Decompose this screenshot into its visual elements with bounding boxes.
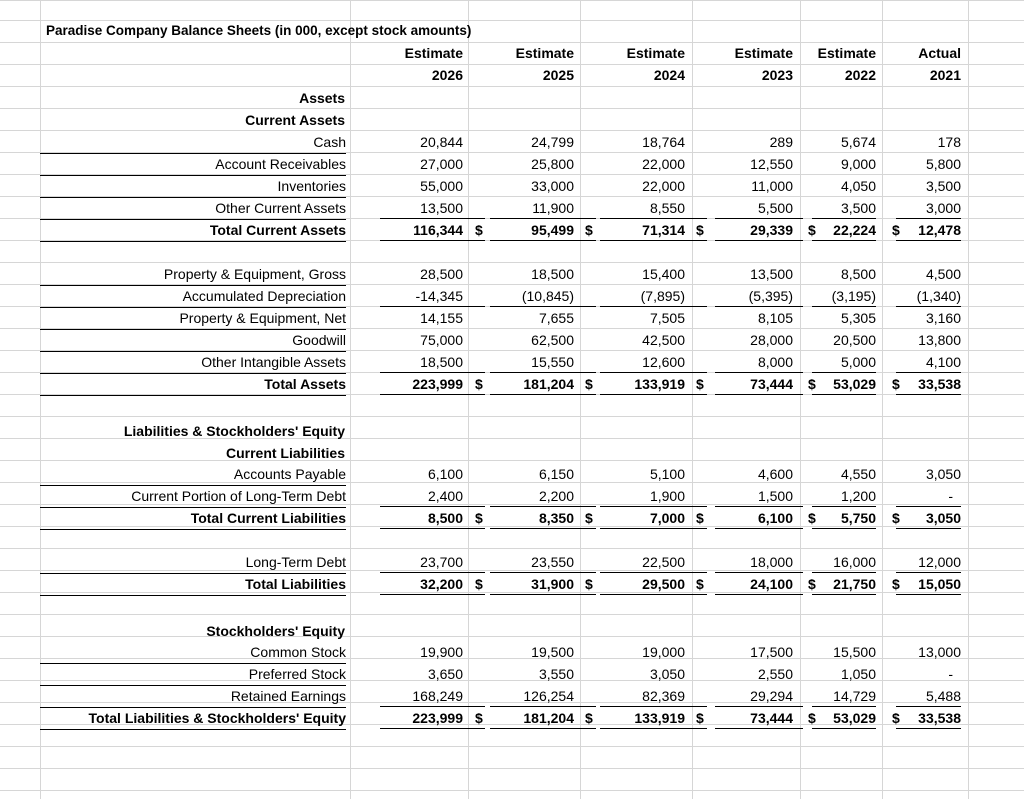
value-cell[interactable]: 18,764 [642,134,685,150]
value-cell[interactable]: 29,500 [600,573,707,595]
value-cell[interactable]: 7,505 [649,310,685,326]
value-cell[interactable]: 8,000 [715,351,803,373]
grid-row-line [0,0,1024,1]
dollar-sign: $ [475,710,483,726]
value-cell[interactable]: 133,919 [600,373,707,395]
dollar-sign: $ [696,710,704,726]
value-cell[interactable]: 3,050 [649,666,685,682]
value-cell[interactable]: 20,844 [420,134,463,150]
column-header-type[interactable]: Estimate [626,45,685,61]
value-cell[interactable]: 4,500 [925,266,961,282]
row-label[interactable]: Property & Equipment, Gross [40,263,346,286]
grid-row-line [0,548,1024,549]
dollar-sign: $ [475,510,483,526]
value-cell[interactable]: 24,799 [531,134,574,150]
value-cell[interactable]: 23,700 [380,551,485,573]
dollar-sign: $ [892,710,900,726]
value-cell[interactable]: 18,500 [380,351,485,373]
value-cell[interactable]: 22,500 [600,551,707,573]
value-cell[interactable]: 4,050 [840,178,876,194]
grid-row-line [0,416,1024,417]
value-cell[interactable]: 2,550 [757,666,793,682]
value-cell[interactable]: 19,500 [531,644,574,660]
column-header-type[interactable]: Estimate [817,45,876,61]
column-header-year[interactable]: 2023 [761,67,793,83]
value-cell[interactable]: 82,369 [600,685,707,707]
value-cell[interactable]: -14,345 [380,285,485,307]
value-cell[interactable]: 4,550 [840,466,876,482]
value-cell[interactable]: 5,500 [715,197,803,219]
value-cell[interactable]: 133,919 [600,707,707,729]
row-label[interactable]: Common Stock [40,641,346,664]
value-cell[interactable]: 2,400 [380,485,485,507]
column-header-type[interactable]: Estimate [404,45,463,61]
value-cell[interactable]: 24,100 [715,573,803,595]
row-label[interactable]: Cash [40,131,346,154]
value-cell[interactable]: 178 [937,134,961,150]
dollar-sign: $ [585,510,593,526]
value-cell[interactable]: 17,500 [750,644,793,660]
value-cell[interactable]: 32,200 [380,573,485,595]
dollar-sign: $ [696,576,704,592]
section-current-liabilities[interactable]: Current Liabilities [225,445,345,461]
dollar-sign: $ [585,222,593,238]
grid-row-line [0,768,1024,769]
row-label[interactable]: Total Liabilities & Stockholders' Equity [40,707,346,730]
grid-col-line [580,0,581,799]
value-cell[interactable]: (7,895) [600,285,707,307]
value-cell[interactable]: 33,000 [531,178,574,194]
value-cell[interactable]: 31,900 [490,573,596,595]
value-cell[interactable]: 3,650 [427,666,463,682]
dollar-sign: $ [475,222,483,238]
row-label[interactable]: Goodwill [40,329,346,352]
value-cell[interactable]: 8,350 [490,507,596,529]
value-cell[interactable]: 14,155 [420,310,463,326]
value-cell[interactable]: 13,500 [380,197,485,219]
value-cell[interactable]: 18,000 [715,551,803,573]
column-header-type[interactable]: Actual [918,45,961,61]
value-cell[interactable]: 7,000 [600,507,707,529]
column-header-year[interactable]: 2026 [431,67,463,83]
value-cell[interactable]: 6,100 [715,507,803,529]
value-cell[interactable]: 21,750 [812,573,876,595]
dollar-sign: $ [475,376,483,392]
value-cell[interactable]: 5,488 [896,685,961,707]
row-label[interactable]: Total Liabilities [40,573,346,596]
row-label[interactable]: Other Current Assets [40,197,346,220]
value-cell[interactable]: 53,029 [812,707,876,729]
row-label[interactable]: Other Intangible Assets [40,351,346,374]
dollar-sign: $ [696,222,704,238]
value-cell[interactable]: 1,500 [715,485,803,507]
value-cell[interactable]: 8,500 [840,266,876,282]
value-cell[interactable]: 1,900 [600,485,707,507]
value-cell[interactable]: 8,550 [600,197,707,219]
value-cell[interactable]: (10,845) [490,285,596,307]
value-cell[interactable]: 181,204 [490,707,596,729]
value-cell[interactable]: 9,000 [840,156,876,172]
value-cell[interactable]: 15,050 [896,573,961,595]
row-label[interactable]: Preferred Stock [40,663,346,686]
section-stockholders-equity[interactable]: Stockholders' Equity [206,623,345,639]
dollar-sign: $ [892,222,900,238]
value-cell[interactable]: 8,500 [380,507,485,529]
row-label[interactable]: Account Receivables [40,153,346,176]
value-cell[interactable]: 12,550 [750,156,793,172]
value-cell[interactable]: 15,400 [642,266,685,282]
row-label[interactable]: Property & Equipment, Net [40,307,346,330]
value-cell[interactable]: 12,600 [600,351,707,373]
value-cell[interactable]: 29,339 [715,219,803,241]
value-cell[interactable]: 28,500 [420,266,463,282]
sheet-title[interactable]: Paradise Company Balance Sheets (in 000, except stock amounts) [46,23,472,38]
value-cell[interactable]: 6,100 [427,466,463,482]
dollar-sign: $ [808,376,816,392]
value-cell[interactable]: 3,500 [925,178,961,194]
row-label[interactable]: Long-Term Debt [40,551,346,574]
value-cell[interactable]: 71,314 [600,219,707,241]
dollar-sign: $ [892,376,900,392]
value-cell[interactable]: 25,800 [531,156,574,172]
value-cell[interactable]: 181,204 [490,373,596,395]
value-cell[interactable]: 22,000 [642,156,685,172]
value-cell[interactable]: 126,254 [490,685,596,707]
value-cell[interactable]: 3,160 [925,310,961,326]
value-cell[interactable]: 42,500 [642,332,685,348]
value-cell[interactable]: 7,655 [538,310,574,326]
value-cell[interactable]: 3,550 [538,666,574,682]
column-header-year[interactable]: 2025 [542,67,574,83]
value-cell[interactable]: 5,750 [812,507,876,529]
column-header-year[interactable]: 2021 [929,67,961,83]
row-label[interactable]: Current Portion of Long-Term Debt [40,485,346,508]
value-cell[interactable]: 19,000 [642,644,685,660]
dollar-sign: $ [892,510,900,526]
row-label[interactable]: Inventories [40,175,346,198]
value-cell[interactable]: (3,195) [812,285,876,307]
value-cell[interactable]: 15,500 [833,644,876,660]
row-label[interactable]: Total Current Assets [40,219,346,242]
value-cell[interactable]: 116,344 [380,219,485,241]
value-cell[interactable]: 1,050 [840,666,876,682]
value-cell[interactable]: 15,550 [490,351,596,373]
value-cell[interactable]: 5,305 [840,310,876,326]
dollar-sign: $ [585,710,593,726]
row-label[interactable]: Total Current Liabilities [40,507,346,530]
dollar-sign: $ [808,510,816,526]
grid-row-line [0,790,1024,791]
value-cell[interactable]: 5,674 [840,134,876,150]
column-header-type[interactable]: Estimate [734,45,793,61]
value-cell[interactable]: 33,538 [896,373,961,395]
section-assets[interactable]: Assets [299,90,345,106]
value-cell[interactable]: 168,249 [380,685,485,707]
value-cell[interactable]: 4,100 [896,351,961,373]
value-cell[interactable]: 95,499 [490,219,596,241]
value-cell[interactable]: 14,729 [812,685,876,707]
value-cell[interactable]: 18,500 [531,266,574,282]
dollar-sign: $ [808,576,816,592]
value-cell[interactable]: (1,340) [896,285,961,307]
value-cell[interactable]: 62,500 [531,332,574,348]
dollar-sign: $ [892,576,900,592]
section-current-assets[interactable]: Current Assets [245,112,345,128]
grid-col-line [468,0,469,799]
value-cell[interactable]: 75,000 [420,332,463,348]
value-cell[interactable]: 16,000 [812,551,876,573]
value-cell[interactable]: 5,100 [649,466,685,482]
value-cell[interactable]: 6,150 [538,466,574,482]
value-cell[interactable]: 3,050 [925,466,961,482]
row-label[interactable]: Retained Earnings [40,685,346,708]
value-cell[interactable]: 20,500 [833,332,876,348]
value-cell[interactable]: 289 [769,134,793,150]
value-cell[interactable]: 12,000 [896,551,961,573]
dollar-sign: $ [585,376,593,392]
row-label[interactable]: Accounts Payable [40,463,346,486]
grid-col-line [800,0,801,799]
value-cell[interactable]: 53,029 [812,373,876,395]
dollar-sign: $ [696,510,704,526]
row-label[interactable]: Total Assets [40,373,346,396]
value-cell[interactable]: 19,900 [420,644,463,660]
grid-row-line [0,614,1024,615]
dollar-sign: $ [585,576,593,592]
value-cell[interactable]: 28,000 [750,332,793,348]
value-cell[interactable]: 5,800 [925,156,961,172]
column-header-year[interactable]: 2024 [653,67,685,83]
value-cell[interactable]: 3,000 [896,197,961,219]
value-cell[interactable]: 73,444 [715,707,803,729]
dollar-sign: $ [475,576,483,592]
grid-row-line [0,746,1024,747]
value-cell[interactable]: 23,550 [490,551,596,573]
value-cell[interactable]: 1,200 [812,485,876,507]
value-cell[interactable]: 73,444 [715,373,803,395]
value-cell[interactable]: 22,000 [642,178,685,194]
value-cell[interactable]: 3,500 [812,197,876,219]
value-cell[interactable]: 8,105 [757,310,793,326]
value-cell[interactable]: 12,478 [896,219,961,241]
dollar-sign: $ [808,710,816,726]
value-cell[interactable]: (5,395) [715,285,803,307]
value-cell[interactable]: 22,224 [812,219,876,241]
value-cell[interactable]: - [948,666,953,682]
grid-col-line [882,0,883,799]
value-cell[interactable]: - [896,485,961,507]
value-cell[interactable]: 223,999 [380,373,485,395]
value-cell[interactable]: 5,000 [812,351,876,373]
column-header-year[interactable]: 2022 [844,67,876,83]
row-label[interactable]: Accumulated Depreciation [40,285,346,308]
value-cell[interactable]: 13,800 [918,332,961,348]
value-cell[interactable]: 2,200 [490,485,596,507]
grid-col-line [968,0,969,799]
value-cell[interactable]: 4,600 [757,466,793,482]
value-cell[interactable]: 223,999 [380,707,485,729]
value-cell[interactable]: 3,050 [896,507,961,529]
dollar-sign: $ [696,376,704,392]
value-cell[interactable]: 29,294 [715,685,803,707]
value-cell[interactable]: 13,000 [918,644,961,660]
value-cell[interactable]: 27,000 [420,156,463,172]
dollar-sign: $ [808,222,816,238]
value-cell[interactable]: 33,538 [896,707,961,729]
section-liabilities-equity[interactable]: Liabilities & Stockholders' Equity [123,423,345,439]
value-cell[interactable]: 55,000 [420,178,463,194]
column-header-type[interactable]: Estimate [515,45,574,61]
grid-col-line [692,0,693,799]
value-cell[interactable]: 11,000 [751,178,793,194]
value-cell[interactable]: 11,900 [490,197,596,219]
value-cell[interactable]: 13,500 [750,266,793,282]
grid-col-line [350,0,351,799]
